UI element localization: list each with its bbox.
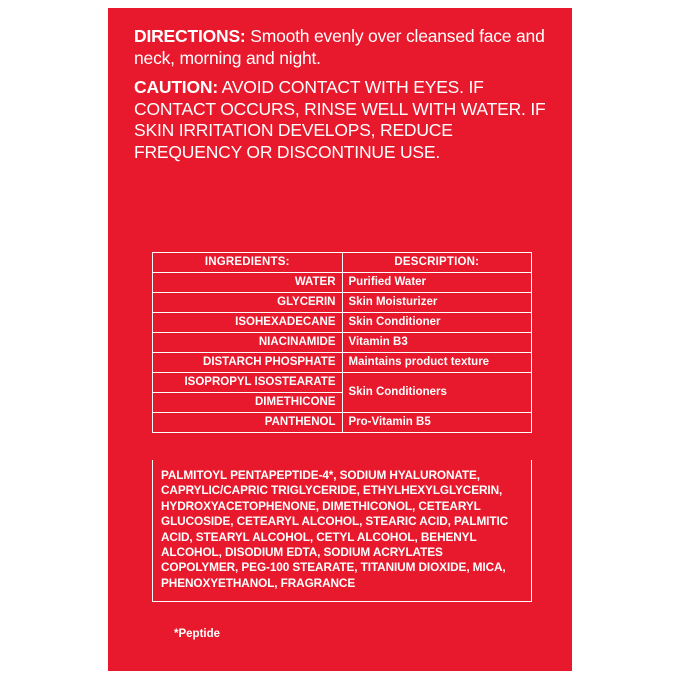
caution-heading: CAUTION: <box>134 77 218 97</box>
peptide-footnote: *Peptide <box>174 628 221 640</box>
instructions-block <box>134 26 546 171</box>
ingredient-name: ISOPROPYL ISOSTEARATE <box>153 373 343 393</box>
caution-body: AVOID CONTACT WITH EYES. IF CONTACT OCCURS, RINSE WELL WITH WATER. IF SKIN IRRITATION DEVELOPS, REDUCE FREQUENCY OR DISCONTINUE USE. <box>134 77 546 162</box>
ingredient-name: DIMETHICONE <box>153 393 343 413</box>
directions-paragraph <box>134 26 546 69</box>
other-ingredients-list: PALMITOYL PENTAPEPTIDE-4*, SODIUM HYALURONATE, CAPRYLIC/CAPRIC TRIGLYCERIDE, ETHYLHEXYLGLYCERIN, HYDROXYACETOPHENONE, DIMETHICONOL, CETEARYL GLUCOSIDE, CETEARYL ALCOHOL, STEARIC ACID, PALMITIC ACID, STEARYL ALCOHOL, CETYL ALCOHOL, BEHENYL ALCOHOL, DISODIUM EDTA, SODIUM ACRYLATES COPOLYMER, PEG-100 STEARATE, TITANIUM DIOXIDE, MICA, PHENOXYETHANOL, FRAGRANCE <box>152 460 532 602</box>
ingredient-description: Skin Conditioners <box>342 373 532 413</box>
table-row <box>153 293 532 313</box>
header-description: DESCRIPTION: <box>342 253 532 273</box>
ingredients-table <box>152 252 532 433</box>
ingredient-name: GLYCERIN <box>153 293 343 313</box>
ingredient-name: ISOHEXADECANE <box>153 313 343 333</box>
table-row <box>153 313 532 333</box>
ingredient-description: Vitamin B3 <box>342 333 532 353</box>
product-label-panel <box>108 8 572 671</box>
header-ingredients: INGREDIENTS: <box>153 253 343 273</box>
ingredient-description: Skin Conditioner <box>342 313 532 333</box>
ingredient-name: NIACINAMIDE <box>153 333 343 353</box>
table-row <box>153 273 532 293</box>
table-header-row <box>153 253 532 273</box>
ingredient-name: WATER <box>153 273 343 293</box>
ingredient-name: DISTARCH PHOSPHATE <box>153 353 343 373</box>
table-row <box>153 413 532 433</box>
ingredient-description: Maintains product texture <box>342 353 532 373</box>
directions-body: Smooth evenly over cleansed face and neck, morning and night. <box>134 26 545 68</box>
ingredient-description: Pro-Vitamin B5 <box>342 413 532 433</box>
ingredient-description: Purified Water <box>342 273 532 293</box>
ingredient-description: Skin Moisturizer <box>342 293 532 313</box>
directions-heading: DIRECTIONS: <box>134 26 246 46</box>
table-row <box>153 373 532 393</box>
caution-paragraph <box>134 77 546 163</box>
table-row <box>153 333 532 353</box>
table-row <box>153 353 532 373</box>
ingredient-name: PANTHENOL <box>153 413 343 433</box>
